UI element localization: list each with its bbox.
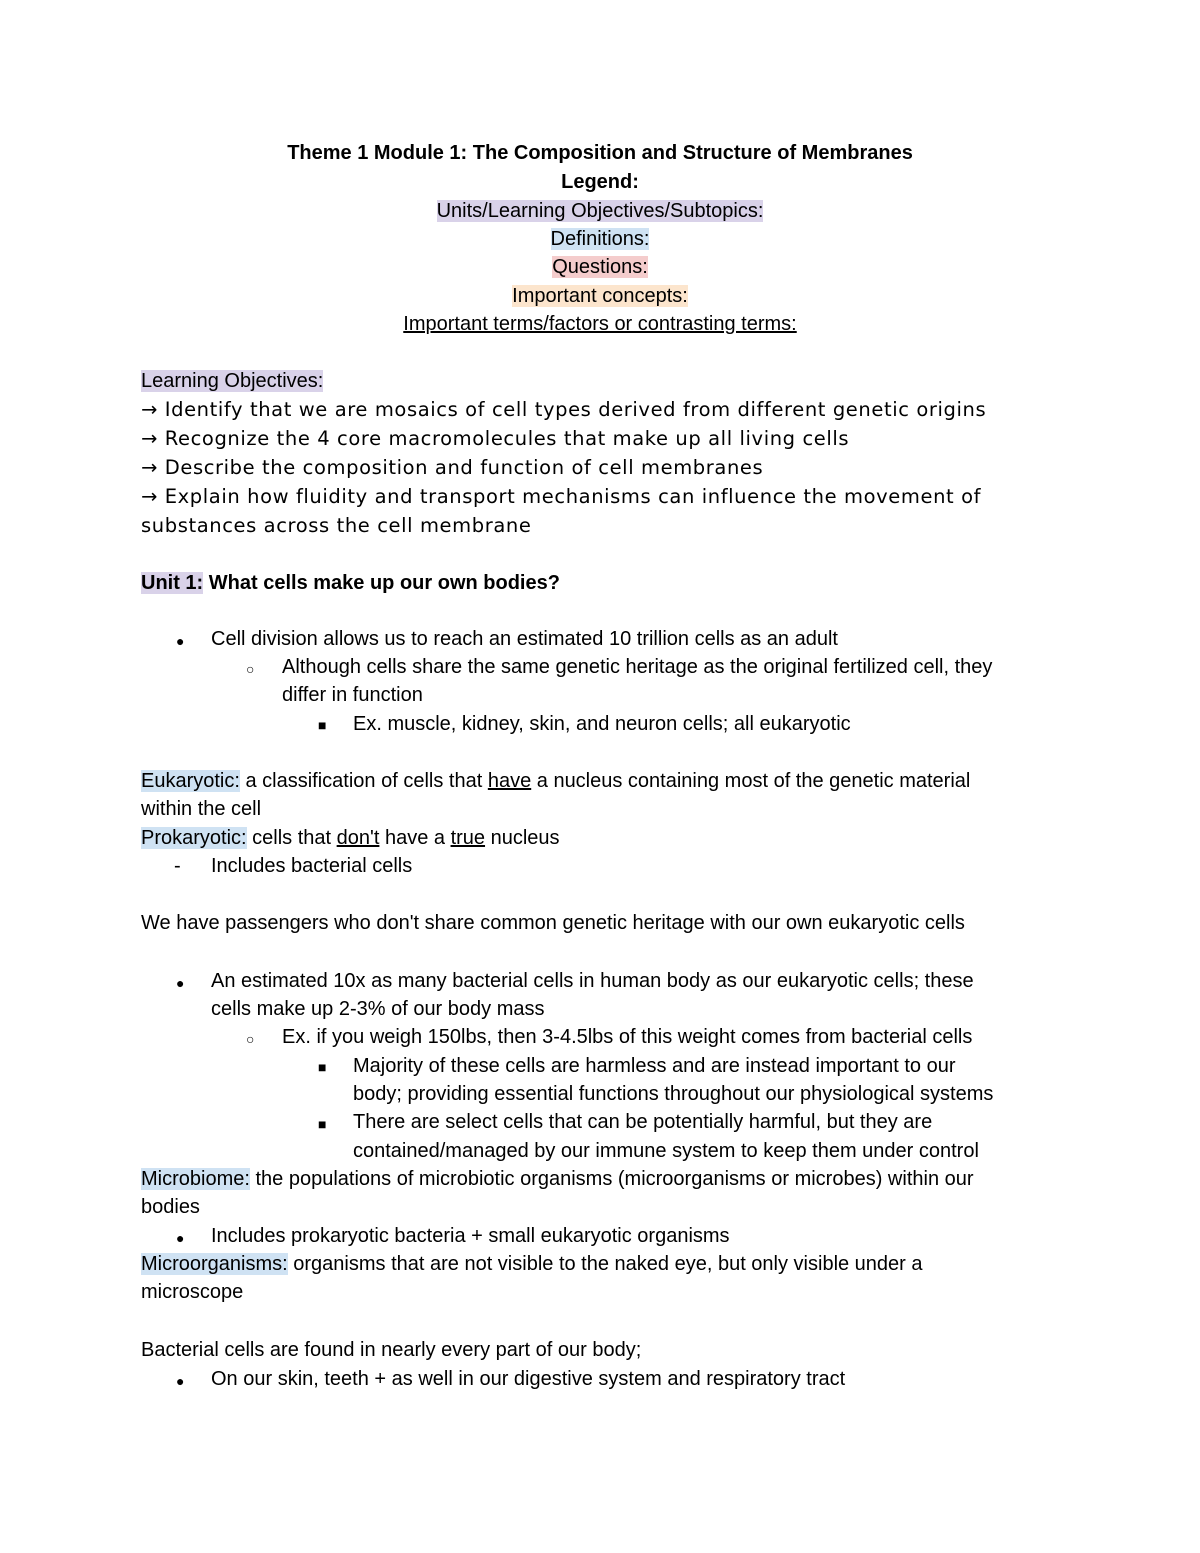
term-prokaryotic: Prokaryotic: bbox=[141, 827, 247, 849]
legend-terms bbox=[0, 313, 1200, 336]
list-item: Includes bacterial cells bbox=[211, 855, 413, 877]
list-item: Ex. if you weigh 150lbs, then 3-4.5lbs of this weight comes from bacterial cells bbox=[282, 1026, 973, 1048]
list-item-cont: contained/managed by our immune system to keep them under control bbox=[353, 1140, 979, 1162]
legend-definitions bbox=[0, 228, 1200, 251]
term-microorganisms: Microorganisms: bbox=[141, 1253, 288, 1275]
list-item-cont: differ in function bbox=[282, 684, 423, 706]
definition-eukaryotic-cont: within the cell bbox=[141, 798, 262, 820]
circle-bullet-icon: ○ bbox=[246, 1031, 255, 1047]
definition-text: the populations of microbiotic organisms (microorganisms or microbes) within our bbox=[249, 1168, 974, 1190]
definition-text: have a bbox=[379, 827, 451, 849]
list-item-cont: cells make up 2-3% of our body mass bbox=[211, 998, 545, 1020]
unit1-label: Unit 1: bbox=[141, 572, 204, 594]
underlined-term: true bbox=[450, 827, 486, 849]
objective-4-cont: substances across the cell membrane bbox=[141, 514, 532, 537]
underlined-term: have bbox=[487, 770, 532, 792]
objectives-label bbox=[141, 370, 323, 393]
square-bullet-icon: ■ bbox=[318, 1059, 327, 1075]
term-microbiome: Microbiome: bbox=[141, 1168, 250, 1190]
bullet-icon: ● bbox=[176, 975, 185, 991]
square-bullet-icon: ■ bbox=[318, 717, 327, 733]
definition-microbiome-cont: bodies bbox=[141, 1196, 200, 1218]
legend-units bbox=[0, 200, 1200, 223]
objectives-label-text: Learning Objectives: bbox=[141, 370, 324, 392]
list-item: Includes prokaryotic bacteria + small eukaryotic organisms bbox=[211, 1225, 730, 1247]
list-item: Although cells share the same genetic heritage as the original fertilized cell, they bbox=[282, 656, 993, 678]
list-item: Ex. muscle, kidney, skin, and neuron cells; all eukaryotic bbox=[353, 713, 851, 735]
definition-text: nucleus bbox=[485, 827, 560, 849]
definition-microorganisms-cont: microscope bbox=[141, 1281, 244, 1303]
legend-questions bbox=[0, 256, 1200, 279]
objective-3: → Describe the composition and function of cell membranes bbox=[141, 456, 764, 479]
definition-prokaryotic bbox=[141, 827, 560, 850]
bullet-icon: ● bbox=[176, 633, 185, 649]
bullet-icon: ● bbox=[176, 1373, 185, 1389]
unit1-question: What cells make up our own bodies? bbox=[203, 572, 560, 594]
list-item-cont: body; providing essential functions throughout our physiological systems bbox=[353, 1083, 994, 1105]
square-bullet-icon: ■ bbox=[318, 1116, 327, 1132]
dash-bullet: - bbox=[174, 855, 181, 877]
list-item: On our skin, teeth + as well in our digestive system and respiratory tract bbox=[211, 1368, 846, 1390]
paragraph: We have passengers who don't share common genetic heritage with our own eukaryotic cells bbox=[141, 912, 965, 934]
definition-eukaryotic bbox=[141, 770, 970, 793]
list-item: An estimated 10x as many bacterial cells in human body as our eukaryotic cells; these bbox=[211, 970, 974, 992]
legend-units-text: Units/Learning Objectives/Subtopics: bbox=[436, 200, 764, 222]
definition-microbiome bbox=[141, 1168, 974, 1191]
circle-bullet-icon: ○ bbox=[246, 661, 255, 677]
objective-1: → Identify that we are mosaics of cell types derived from different genetic origins bbox=[141, 398, 987, 421]
list-item: There are select cells that can be potentially harmful, but they are bbox=[353, 1111, 933, 1133]
bullet-icon: ● bbox=[176, 1230, 185, 1246]
objective-4: → Explain how fluidity and transport mechanisms can influence the movement of bbox=[141, 485, 982, 508]
paragraph: Bacterial cells are found in nearly every part of our body; bbox=[141, 1339, 642, 1361]
list-item: Majority of these cells are harmless and are instead important to our bbox=[353, 1055, 956, 1077]
underlined-term: don't bbox=[336, 827, 380, 849]
legend-heading: Legend: bbox=[561, 171, 639, 193]
page-title: Theme 1 Module 1: The Composition and Structure of Membranes bbox=[287, 142, 913, 164]
unit1-heading bbox=[141, 572, 560, 595]
legend-concepts-text: Important concepts: bbox=[512, 285, 688, 307]
definition-text: a nucleus containing most of the genetic material bbox=[531, 770, 971, 792]
list-item: Cell division allows us to reach an estimated 10 trillion cells as an adult bbox=[211, 628, 838, 650]
legend-questions-text: Questions: bbox=[552, 256, 648, 278]
definition-text: organisms that are not visible to the naked eye, but only visible under a bbox=[287, 1253, 923, 1275]
objective-2: → Recognize the 4 core macromolecules that make up all living cells bbox=[141, 427, 850, 450]
term-eukaryotic: Eukaryotic: bbox=[141, 770, 240, 792]
legend-concepts bbox=[0, 285, 1200, 308]
legend-definitions-text: Definitions: bbox=[550, 228, 650, 250]
legend-terms-text: Important terms/factors or contrasting terms: bbox=[403, 313, 797, 335]
definition-text: cells that bbox=[246, 827, 337, 849]
definition-microorganisms bbox=[141, 1253, 923, 1276]
definition-text: a classification of cells that bbox=[239, 770, 488, 792]
